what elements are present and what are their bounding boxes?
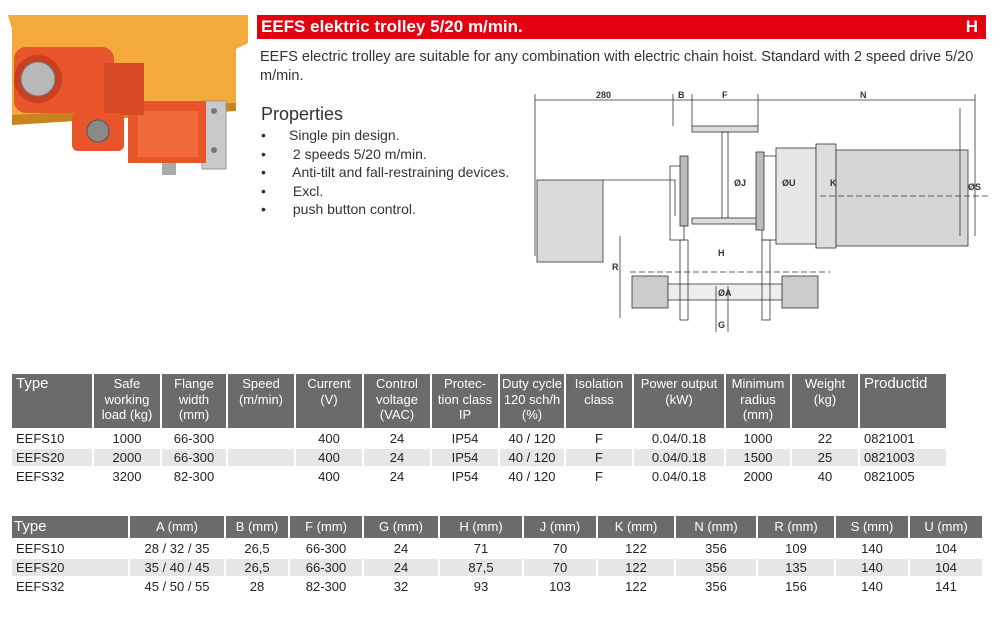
table-cell: 40	[817, 469, 833, 484]
intro-text: EEFS electric trolley are suitable for any combination with electric chain hoist. Standard with 2 speed drive 5/20 m/min.	[260, 49, 974, 84]
table-cell: 0821003	[860, 449, 946, 466]
table-cell: 32	[393, 578, 409, 594]
table-cell: 22	[817, 431, 833, 446]
table-cell: 24	[364, 559, 438, 576]
table-cell: F	[595, 431, 603, 446]
table-cell: 156	[785, 578, 807, 594]
col-header: Productid	[860, 374, 946, 428]
col-header: Control voltage (VAC)	[364, 374, 430, 428]
table-cell: 40 / 120	[508, 469, 556, 484]
table-cell: 28	[249, 578, 265, 594]
table-cell: IP54	[451, 431, 479, 446]
table-cell: 400	[318, 469, 340, 484]
table-cell: 0.04/0.18	[651, 469, 707, 484]
col-header: Power output (kW)	[634, 374, 724, 428]
table-cell: 122	[625, 540, 647, 556]
col-header: H (mm)	[440, 516, 522, 538]
page-title: EEFS elektric trolley 5/20 m/min.	[261, 17, 523, 36]
dim-label: 280	[596, 90, 612, 100]
table-cell: 122	[625, 578, 647, 594]
table-row	[12, 449, 946, 466]
table-row	[12, 540, 982, 557]
col-header: K (mm)	[598, 516, 674, 538]
table-row	[12, 430, 946, 447]
table-cell: 87,5	[440, 559, 522, 576]
table-cell: 3200	[112, 469, 142, 484]
dim-label: F	[722, 90, 728, 100]
table-cell: 1000	[743, 431, 773, 446]
dim-label: ØS	[968, 182, 982, 192]
table-cell: 66-300	[162, 449, 226, 466]
col-header: Current (V)	[296, 374, 362, 428]
col-header: N (mm)	[676, 516, 756, 538]
table-cell: 28 / 32 / 35	[144, 540, 210, 556]
table-cell: 140	[836, 559, 908, 576]
col-header: Isolation class	[566, 374, 632, 428]
col-header: Speed (m/min)	[228, 374, 294, 428]
table-cell: 45 / 50 / 55	[144, 578, 210, 594]
table-cell: IP54	[432, 449, 498, 466]
table-cell: 82-300	[305, 578, 347, 594]
dim-label: G	[718, 320, 726, 330]
col-header: U (mm)	[910, 516, 982, 538]
dim-label: H	[718, 248, 725, 258]
table-cell: 25	[792, 449, 858, 466]
table-cell: EEFS32	[16, 578, 65, 594]
table-cell: 66-300	[290, 559, 362, 576]
table-cell: 104	[910, 559, 982, 576]
table-cell: 35 / 40 / 45	[130, 559, 224, 576]
table-cell: 103	[549, 578, 571, 594]
table-cell: 71	[473, 540, 489, 556]
list-item: • Anti-tilt and fall-restraining devices.	[261, 164, 510, 180]
dim-label: N	[860, 90, 867, 100]
dim-label: ØU	[782, 178, 796, 188]
dimensions-table	[10, 514, 984, 597]
table-cell: 356	[705, 578, 727, 594]
table-cell: 1500	[726, 449, 790, 466]
table-row	[12, 468, 946, 485]
col-header: G (mm)	[364, 516, 438, 538]
table-cell: EEFS10	[16, 540, 65, 556]
table-cell: 24	[364, 449, 430, 466]
table-cell: 40 / 120	[500, 449, 564, 466]
list-item: • 2 speeds 5/20 m/min.	[261, 145, 427, 162]
table-cell: EEFS20	[12, 449, 92, 466]
table-cell: 140	[861, 578, 883, 594]
dim-label: R	[612, 262, 619, 272]
table-cell	[228, 449, 294, 466]
table-cell: F	[566, 449, 632, 466]
table-cell: F	[595, 469, 603, 484]
table-cell: 24	[389, 431, 405, 446]
dim-label: K	[830, 178, 837, 188]
col-header: Type	[12, 374, 92, 428]
properties-list	[261, 126, 509, 219]
col-header: F (mm)	[290, 516, 362, 538]
col-header: Safe working load (kg)	[94, 374, 160, 428]
table-cell: EEFS20	[12, 559, 128, 576]
table-cell: 24	[393, 540, 409, 556]
col-header: Duty cycle 120 sch/h (%)	[500, 374, 564, 428]
table-cell: 356	[705, 540, 727, 556]
table-row	[12, 559, 982, 576]
col-header: Minimum radius (mm)	[726, 374, 790, 428]
table-cell: EEFS32	[16, 469, 65, 484]
table-cell: 0.04/0.18	[634, 449, 724, 466]
table-cell: IP54	[451, 469, 479, 484]
table-cell: 2000	[94, 449, 160, 466]
col-header: B (mm)	[226, 516, 288, 538]
col-header: Type	[12, 516, 128, 538]
table-cell: 135	[758, 559, 834, 576]
list-item: • Excl.	[261, 182, 324, 199]
col-header: A (mm)	[130, 516, 224, 538]
list-item: • push button control.	[261, 201, 416, 217]
table-cell: 356	[676, 559, 756, 576]
list-item: • Single pin design.	[261, 127, 400, 143]
table-cell: EEFS10	[16, 431, 65, 446]
col-header: Flange width (mm)	[162, 374, 226, 428]
table-cell: 104	[935, 540, 957, 556]
table-cell: 140	[861, 540, 883, 556]
table-cell: 2000	[743, 469, 773, 484]
table-cell: 24	[389, 469, 405, 484]
dim-label: ØA	[718, 288, 732, 298]
properties-heading: Properties	[261, 104, 344, 124]
specs-table	[10, 372, 948, 487]
dim-label: B	[678, 90, 685, 100]
table-cell: 122	[598, 559, 674, 576]
col-header: Weight (kg)	[792, 374, 858, 428]
table-cell: 141	[935, 578, 957, 594]
product-photo	[8, 15, 248, 185]
table-row	[12, 578, 982, 595]
table-cell: 70	[552, 540, 568, 556]
table-cell: 109	[785, 540, 807, 556]
table-cell: 26,5	[244, 540, 270, 556]
table-cell: 0821001	[864, 431, 915, 446]
table-cell: 1000	[112, 431, 142, 446]
table-cell: 0.04/0.18	[651, 431, 707, 446]
table-cell: 40 / 120	[508, 431, 556, 446]
table-cell: 93	[473, 578, 489, 594]
section-letter: H	[965, 17, 978, 36]
table-cell	[228, 468, 294, 485]
table-cell: 0821005	[864, 469, 915, 484]
col-header: R (mm)	[758, 516, 834, 538]
col-header: J (mm)	[524, 516, 596, 538]
dimension-drawing	[530, 86, 1000, 336]
title-bar	[257, 15, 986, 39]
dim-label: ØJ	[734, 178, 747, 188]
table-cell	[228, 430, 294, 447]
col-header: Protec-tion class IP	[432, 374, 498, 428]
table-cell: 26,5	[226, 559, 288, 576]
table-cell: 70	[524, 559, 596, 576]
table-cell: 400	[318, 431, 340, 446]
table-cell: 66-300	[305, 540, 347, 556]
table-cell: 66-300	[173, 431, 215, 446]
table-cell: 400	[296, 449, 362, 466]
col-header: S (mm)	[836, 516, 908, 538]
table-cell: 82-300	[173, 469, 215, 484]
